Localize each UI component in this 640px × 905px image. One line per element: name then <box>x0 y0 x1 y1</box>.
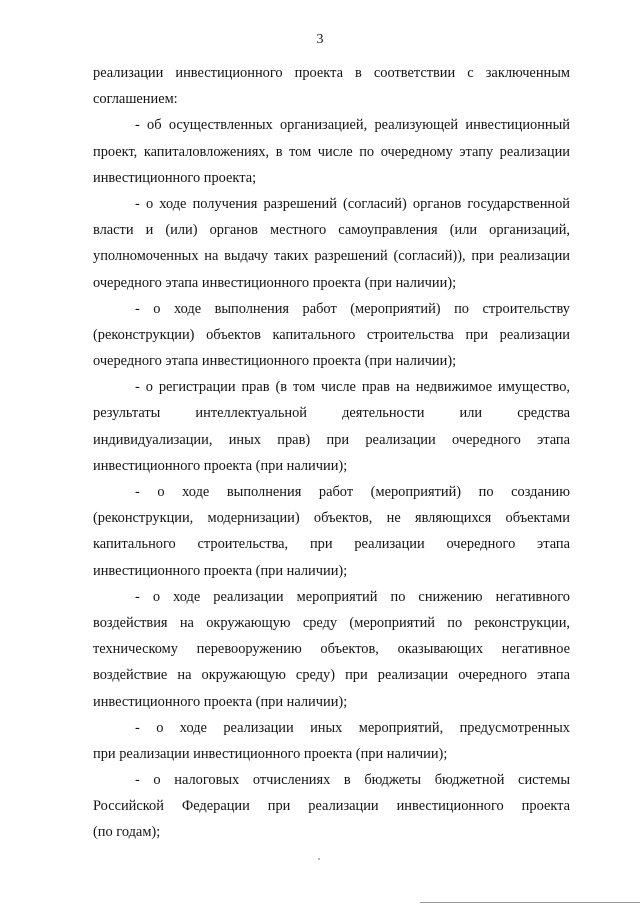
text-line: - о ходе выполнения работ (мероприятий) по строительству <box>135 300 570 317</box>
page-number: 3 <box>316 32 324 47</box>
text-line: - о ходе реализации мероприятий по снижению негативного <box>135 588 570 605</box>
scan-edge-line <box>420 902 640 903</box>
text-line: - о ходе получения разрешений (согласий) органов государственной <box>135 195 570 212</box>
text-line: уполномоченных на выдачу таких разрешений (согласий)), при реализации <box>93 248 570 265</box>
text-line: (по годам); <box>93 824 161 841</box>
text-line: (реконструкции) объектов капитального строительства при реализации <box>93 326 570 343</box>
text-line: - о ходе выполнения работ (мероприятий) по созданию <box>135 484 570 500</box>
text-line: - об осуществленных организацией, реализующей инвестиционный <box>135 117 570 134</box>
text-line: - о налоговых отчислениях в бюджеты бюджетной системы <box>135 772 570 789</box>
text-line: техническому перевооружению объектов, оказывающих негативное <box>93 641 570 658</box>
text-line: проект, капиталовложениях, в том числе по очередному этапу реализации <box>93 143 570 160</box>
text-line: инвестиционного проекта (при наличии); <box>93 693 348 710</box>
text-line: инвестиционного проекта; <box>93 169 257 186</box>
text-line: инвестиционного проекта (при наличии); <box>93 457 348 474</box>
text-line: воздействие на окружающую среду) при реализации очередного этапа <box>93 667 570 684</box>
scan-artifact-dot <box>318 858 320 860</box>
text-line: - о регистрации прав (в том числе прав на недвижимое имущество, <box>135 379 570 396</box>
text-line: воздействия на окружающую среду (мероприятий по реконструкции, <box>93 614 570 631</box>
text-line: Российской Федерации при реализации инвестиционного проекта <box>93 798 570 815</box>
text-line: индивидуализации, иных прав) при реализации очередного этапа <box>93 431 570 448</box>
document-body <box>93 60 570 846</box>
text-line: результаты интеллектуальной деятельности или средства <box>93 405 570 422</box>
text-line: власти и (или) органов местного самоуправления (или организаций, <box>93 222 570 239</box>
text-line: очередного этапа инвестиционного проекта (при наличии); <box>93 353 457 370</box>
text-line: (реконструкции, модернизации) объектов, не являющихся объектами <box>93 510 570 527</box>
text-line: - о ходе реализации иных мероприятий, предусмотренных <box>135 719 570 736</box>
text-line: инвестиционного проекта (при наличии); <box>93 562 348 579</box>
text-line: капитального строительства, при реализации очередного этапа <box>93 536 570 553</box>
text-line: реализации инвестиционного проекта в соответствии с заключенным <box>93 65 570 81</box>
text-line: очередного этапа инвестиционного проекта (при наличии); <box>93 274 457 291</box>
text-line: соглашением: <box>93 91 178 108</box>
text-line: при реализации инвестиционного проекта (при наличии); <box>93 745 448 762</box>
